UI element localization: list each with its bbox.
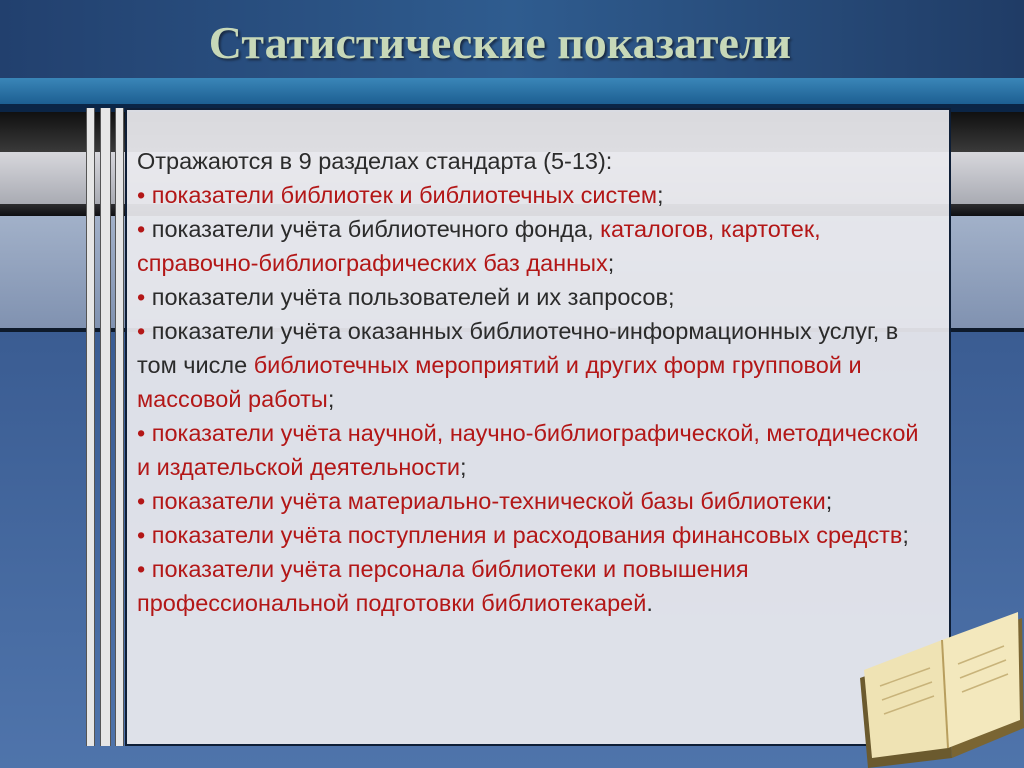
list-item: • показатели учёта материально-технической базы библиотеки; bbox=[137, 488, 833, 514]
list-item: • показатели учёта поступления и расходования финансовых средств; bbox=[137, 522, 909, 548]
slide-title: Статистические показатели bbox=[208, 17, 792, 68]
list-item: • показатели учёта оказанных библиотечно-информационных услуг, в том числе библиотечных мероприятий и других форм групповой и массовой работы; bbox=[137, 318, 899, 412]
intro-line: Отражаются в 9 разделах стандарта (5-13): bbox=[137, 148, 613, 174]
decor-vertical-bar bbox=[100, 108, 111, 746]
list-item: • показатели учёта научной, научно-библиографической, методической и издательской деятельности; bbox=[137, 420, 919, 480]
decor-stripe bbox=[0, 78, 1024, 104]
list-item: • показатели учёта библиотечного фонда, каталогов, картотек, справочно-библиографических баз данных; bbox=[137, 216, 821, 276]
open-book-icon bbox=[852, 608, 1024, 768]
decor-vertical-bar bbox=[86, 108, 95, 746]
list-item: • показатели библиотек и библиотечных систем; bbox=[137, 182, 664, 208]
decor-vertical-bar bbox=[115, 108, 124, 746]
list-item: • показатели учёта пользователей и их запросов; bbox=[137, 284, 675, 310]
list-item: • показатели учёта персонала библиотеки и повышения профессиональной подготовки библиотекарей. bbox=[137, 556, 749, 616]
content-text bbox=[137, 144, 937, 620]
